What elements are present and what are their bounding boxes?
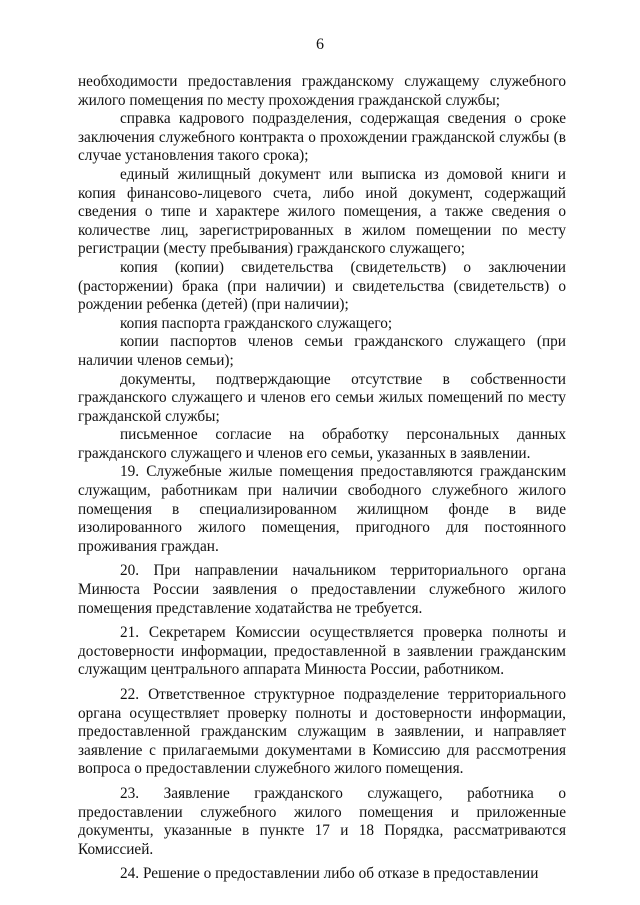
page-number: 6 bbox=[316, 36, 324, 53]
document-body bbox=[78, 73, 566, 884]
paragraph: необходимости предоставления гражданскому служащему служебного жилого помещения по месту прохождения гражданской службы; bbox=[78, 73, 566, 109]
paragraph: 24. Решение о предоставлении либо об отказе в предоставлении bbox=[120, 865, 539, 883]
paragraph: копия (копии) свидетельства (свидетельств) о заключении (расторжении) брака (при наличии) и свидетельства (свидетельств) о рождении ребенка (детей) (при наличии); bbox=[78, 258, 566, 314]
paragraph: 23. Заявление гражданского служащего, работника о предоставлении служебного жилого помещения и приложенные документы, указанные в пункте 17 и 18 Порядка, рассматриваются Комиссией. bbox=[78, 784, 566, 858]
paragraph: 19. Служебные жилые помещения предоставляются гражданским служащим, работникам при наличии свободного служебного жилого помещения в специализированном жилищном фонде в виде изолированного жилого помещения, пригодного для постоянного проживания граждан. bbox=[78, 463, 566, 555]
paragraph: единый жилищный документ или выписка из домовой книги и копия финансово-лицевого счета, либо иной документ, содержащий сведения о типе и характере жилого помещения, а также сведения о количестве лиц, зарегистрированных в жилом помещении по месту регистрации (месту пребывания) гражданского служащего; bbox=[78, 165, 566, 258]
paragraph: копия паспорта гражданского служащего; bbox=[120, 314, 393, 332]
paragraph: справка кадрового подразделения, содержащая сведения о сроке заключения служебного контракта о прохождении гражданской службы (в случае установления такого срока); bbox=[78, 110, 566, 165]
paragraph: 21. Секретарем Комиссии осуществляется проверка полноты и достоверности информации, предоставленной в заявлении гражданским служащим центрального аппарата Минюста России, работником. bbox=[78, 624, 566, 679]
paragraph: письменное согласие на обработку персональных данных гражданского служащего и членов его семьи, указанных в заявлении. bbox=[78, 426, 566, 462]
paragraph: 20. При направлении начальником территориального органа Минюста России заявления о предоставлении служебного жилого помещения представление ходатайства не требуется. bbox=[78, 562, 566, 617]
paragraph: документы, подтверждающие отсутствие в собственности гражданского служащего и членов его семьи жилых помещений по месту гражданской службы; bbox=[78, 370, 566, 425]
paragraph: 22. Ответственное структурное подразделение территориального органа осуществляет проверку полноты и достоверности информации, предоставленной гражданским служащим в заявлении, и направляет заявление с прилагаемыми документами в Комиссию для рассмотрения вопроса о предоставлении служебного жилого помещения. bbox=[78, 686, 566, 778]
paragraph: копии паспортов членов семьи гражданского служащего (при наличии членов семьи); bbox=[78, 333, 566, 369]
